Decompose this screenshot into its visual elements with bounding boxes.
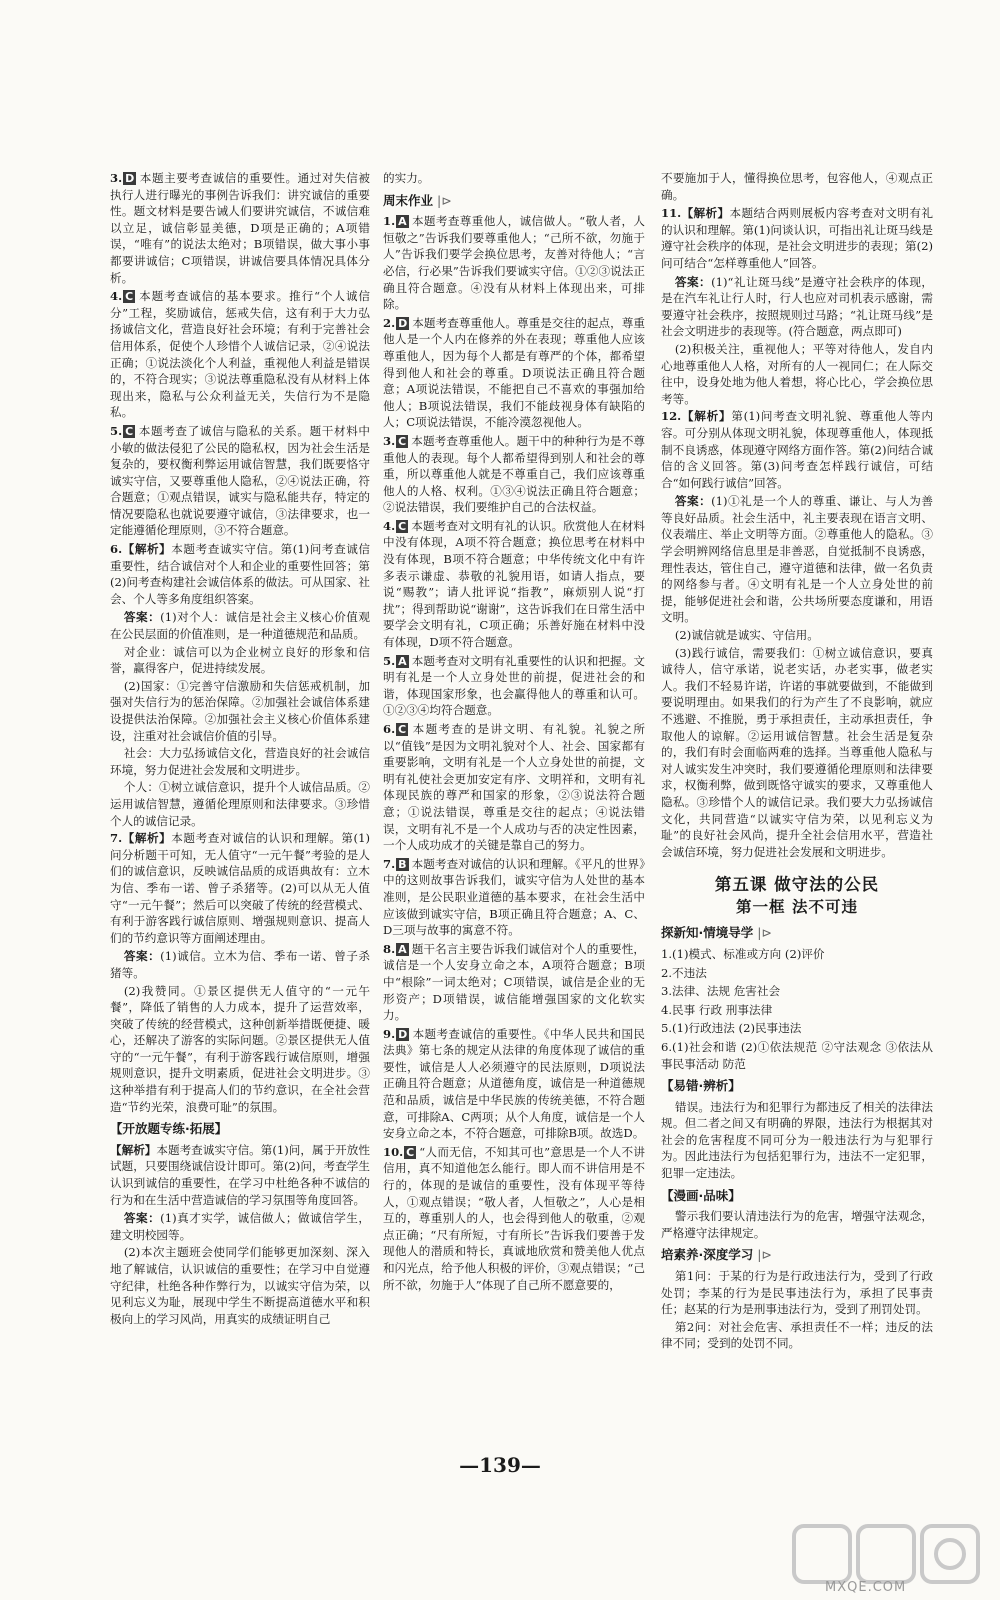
comic-text: 警示我们要认清违法行为的危害，增强守法观念，严格遵守法律规定。 — [661, 1209, 933, 1240]
answer-item-5: 5. A 本题考查对文明有礼重要性的认识和把握。文明有礼是一个人立身处世的前提，促进社会的和谐，体现国家形象，也会赢得他人的尊重和认可。①②③④均符合题意。 — [383, 653, 645, 718]
arrow-icon: |⊳ — [433, 192, 452, 208]
section-heading-deep: 培素养·深度学习 |⊳ — [661, 1247, 772, 1263]
explore-line: 2.不违法 — [661, 965, 707, 980]
lesson-subtitle: 第一框 法不可违 — [736, 897, 858, 917]
explore-line: 1.(1)模式、标准或方向 (2)评价 — [661, 946, 825, 961]
answer-choice-badge: B — [398, 857, 407, 871]
answer-line: 答案：(1)“礼让斑马线”是遵守社会秩序的体现，是在汽车礼让行人时，行人也应对司机表示感谢，需要遵守社会秩序，按照规则过马路；“礼让斑马线”是社会文明进步的表现等。(符合题意，两点即可) — [661, 274, 933, 339]
answer-choice-badge: C — [398, 723, 407, 736]
answer-line: (2)本次主题班会使同学们能够更加深刻、深入地了解诚信，认识诚信的重要性；在学习中自觉遵守纪律，杜绝各种作弊行为，以诚实守信为荣，以见利忘义为耻，展现中学生不断提高道德水平和积极向上的学习风尚，用真实的成绩证明自己 — [110, 1245, 370, 1326]
section-heading-weekly: 周末作业 |⊳ — [383, 192, 452, 208]
answer-item-open: 【解析】本题考查诚实守信。第(1)问，属于开放性试题，只要围绕诚信设计即可。第(2)问，考查学生认识到诚信的重要性，在学习中杜绝各种不诚信的行为和在生活中营造诚信的学习氛围等角度回答。 — [110, 1142, 370, 1207]
answer-choice-badge: D — [125, 172, 135, 185]
error-text: 错误。违法行为和犯罪行为都违反了相关的法律法规。但二者之间又有明确的界限，违法行为根据其对社会的危害程度不同可分为一般违法行为与犯罪行为。因此违法行为包括犯罪行为，违法不一定犯罪，犯罪一定违法。 — [661, 1099, 933, 1181]
answer-choice-badge: C — [398, 519, 407, 533]
explore-line: 5.(1)行政违法 (2)民事违法 — [661, 1021, 802, 1036]
answer-item-1: 1. A 本题考查尊重他人，诚信做人。“敬人者，人恒敬之”告诉我们要尊重他人；“己所不欲，勿施于人”告诉我们要学会换位思考，友善对待他人；“言必信，行必果”告诉我们要诚实守信。①②③说法正确且符合题意。④没有从材料上体现出来，可排除。 — [383, 214, 645, 312]
answer-item-3: 3. C 本题考查尊重他人。题干中的种种行为是不尊重他人的表现。每个人都希望得到别人和社会的尊重，所以尊重他人就是不尊重自己，我们应该尊重他人的人格、权利。①③④说法正确且符合题意；②说法错误，我们要维护自己的合法权益。 — [383, 433, 645, 515]
answer-choice-badge: A — [398, 942, 407, 956]
section-heading-comic: 【漫画·品味】 — [661, 1187, 741, 1203]
arrow-icon: |⊳ — [753, 1247, 772, 1263]
section-heading-error: 【易错·辨析】 — [661, 1078, 741, 1094]
section-heading-open-practice: 【开放题专练·拓展】 — [110, 1121, 228, 1137]
answer-choice-badge: C — [398, 434, 407, 448]
answer-choice-badge: C — [125, 290, 134, 304]
answer-item-6: 6.【解析】本题考查诚实守信。第(1)问考查诚信重要性，结合诚信对个人和企业的重要性回答；第(2)问考查构建社会诚信体系的做法。可从国家、社会、个人等多角度组织答案。 — [110, 542, 370, 606]
answer-line: (2)国家：①完善守信激励和失信惩戒机制，加强对失信行为的惩治保障。②加强社会诚信体系建设提供法治保障。②加强社会主义核心价值体系建设，注重对社会诚信价值的引导。 — [110, 678, 370, 743]
explore-line: 4.民事 行政 刑事法律 — [661, 1002, 773, 1017]
continued-text: 不要施加于人，懂得换位思考，包容他人，④观点正确。 — [661, 171, 933, 202]
answer-line: 答案：(1)对个人：诚信是社会主义核心价值观在公民层面的价值准则，是一种道德规范和品质。 — [110, 610, 370, 642]
column-left — [110, 170, 370, 1328]
answer-item-4: 4. C 本题考查诚信的基本要求。推行“个人诚信分”工程，奖励诚信，惩戒失信，这有利于大力弘扬诚信文化，营造良好社会环境；有利于完善社会信用体系，促使个人珍惜个人诚信记录，②④说法正确；①说法淡化个人利益，重视他人利益是错误的，不符合现实；③说法尊重隐私没有从材料上体现出来，隐私与公众利益无关，失信行为不是隐私。 — [110, 289, 370, 420]
explore-line: 3.法律、法规 危害社会 — [661, 984, 781, 999]
answer-line: 个人：①树立诚信意识，提升个人诚信品质。②运用诚信智慧，遵循伦理原则和法律要求。③珍惜个人的诚信记录。 — [110, 780, 370, 828]
column-right — [661, 170, 933, 1353]
answer-item-8: 8. A 题干名言主要告诉我们诚信对个人的重要性，诚信是一个人安身立命之本，A项符合题意；B项中“根除”一词太绝对；C项错误，诚信是企业的无形资产；D项错误，诚信能增强国家的文化软实力。 — [383, 941, 645, 1023]
page-number: —139— — [459, 1453, 541, 1477]
answer-choice-badge: C — [125, 424, 134, 438]
answer-line: 答案：(1)①礼是一个人的尊重、谦让、与人为善等良好品质。社会生活中，礼主要表现在语言文明、仪表端庄、举止文明等方面。②尊重他人的隐私。③学会明辨网络信息里是非善恶，自觉抵制不良诱惑，理性表达，管住自己，遵守道德和法律，做一名负责的网络参与者。④文明有礼是一个人立身处世的前提，能够促进社会和谐，公共场所要态度谦和，用语文明。 — [661, 494, 933, 625]
answer-item-3: 3. D 本题主要考查诚信的重要性。通过对失信被执行人进行曝光的事例告诉我们：讲究诚信的重要性。题文材料是要告诫人们要讲究诚信，不诚信难以立足，诚信彰显美德，D项是正确的；A项错误，“唯有”的说法太绝对；B项错误，做大事小事都要讲诚信；C项错误，讲诚信要具体情况具体分析。 — [110, 171, 370, 285]
section-heading-explore: 探新知·情境导学 |⊳ — [661, 925, 772, 941]
answer-choice-badge: D — [398, 316, 408, 330]
answer-item-9: 9. D 本题考查诚信的重要性。《中华人民共和国民法典》第七条的规定从法律的角度体现了诚信的重要性，诚信是人人必须遵守的民法原则，D项说法正确且符合题意；从道德角度，诚信是一种道德规范和品质，诚信是中华民族的传统美德，不符合题意，可排除A、C两项；从个人角度，诚信是一个人安身立命之本，不符合题意，可排除B项。故选D。 — [383, 1026, 645, 1141]
answer-choice-badge: C — [406, 1145, 415, 1159]
answer-line: 社会：大力弘扬诚信文化，营造良好的社会诚信环境，努力促进社会发展和文明进步。 — [110, 746, 370, 777]
answer-item-2: 2. D 本题考查尊重他人。尊重是交往的起点，尊重他人是一个人内在修养的外在表现；尊重他人应该尊重他人，因为每个人都是有尊严的个体，都希望得到他人和社会的尊重。D项说法正确且符合题意；A项说法错误，不能把自己不喜欢的事强加给他人；B项说法错误，我们不能歧视身体有缺陷的人；C项说法错误，不能冷漠忽视他人。 — [383, 315, 645, 430]
arrow-icon: |⊳ — [753, 925, 772, 941]
explore-line: 6.(1)社会和谐 (2)①依法规范 ②守法观念 ③依法从事民事活动 防范 — [661, 1039, 933, 1071]
answer-item-5: 5. C 本题考查了诚信与隐私的关系。题干材料中小敏的做法侵犯了公民的隐私权，因为社会生活是复杂的，要权衡利弊运用诚信智慧，我们既要恪守诚实守信，又要尊重他人隐私，②④说法正确，符合题意；①观点错误，诚实与隐私能共存，特定的情况要隐私也就说要遵守诚信，③法律要求，也一定能遵循伦理原则，③不符合题意。 — [110, 423, 370, 538]
answer-choice-badge: A — [398, 215, 407, 229]
answer-line: (2)积极关注，重视他人；平等对待他人，发自内心地尊重他人人格，对所有的人一视同仁；在人际交往中，设身处地为他人着想，将心比心，学会换位思考等。 — [661, 341, 933, 406]
watermark-site: MXQE.COM — [825, 1580, 907, 1595]
answer-item-12: 12.【解析】第(1)问考查文明礼貌、尊重他人等内容。可分别从体现文明礼貌，体现尊重他人，体现抵制不良诱惑，体现遵守网络方面作答。第(2)问结合诚信的含义回答。第(3)问考查怎样践行诚信，可结合“如何践行诚信”回答。 — [661, 409, 933, 490]
deep-line: 第2问：对社会危害、承担责任不一样；违反的法律不同；受到的处罚不同。 — [661, 1319, 933, 1351]
answer-line: 答案：(1)真才实学，诚信做人；做诚信学生，建文明校园等。 — [110, 1211, 370, 1242]
answer-item-6: 6. C 本题考查的是讲文明、有礼貌。礼貌之所以“值钱”是因为文明礼貌对个人、社会、国家都有重要影响，文明有礼是一个人立身处世的前提，文明有礼使社会更加安定有序、文明祥和，文明有礼体现民族的尊严和国家的形象，②③说法符合题意；①说法错误，尊重是交往的起点；④说法错误，文明有礼不是一个人成功与否的决定性因素，一个人成功成才的关键是靠自己的努力。 — [383, 722, 645, 853]
answer-choice-badge: D — [398, 1027, 408, 1041]
answer-item-10: 10. C “人而无信，不知其可也”意思是一个人不讲信用，真不知道他怎么能行。即人而不讲信用是不行的，体现的是诚信的重要性，没有体现平等待人，①观点错误；“敬人者，人恒敬之”，人心是相互的，尊重别人的人，也会得到他人的敬重，②观点正确；“尺有所短，寸有所长”告诉我们要善于发现他人的潜质和特长，真诚地欣赏和赞美他人优点和闪光点，给予他人积极的评价，③观点错误；“己所不欲，勿施于人”体现了自己所不愿意要的， — [383, 1144, 645, 1292]
deep-line: 第1问：于某的行为是行政违法行为，受到了行政处罚；李某的行为是民事违法行为，承担了民事责任；赵某的行为是刑事违法行为，受到了刑罚处罚。 — [661, 1269, 933, 1317]
answer-item-11: 11.【解析】本题结合两则展板内容考查对文明有礼的认识和理解。第(1)问谈认识，可指出礼让斑马线是遵守社会秩序的体现，是社会文明进步的表现；第(2)问可结合“怎样尊重他人”回答。 — [661, 206, 933, 270]
answer-line: (2)我赞同。①景区提供无人值守的“一元午餐”，降低了销售的人力成本，提升了运营效率，突破了传统的经营模式，这种创新举措既便捷、暖心，还解决了游客的实际问题。②景区提供无人值守的“一元午餐”，有利于游客践行诚信原则，增强规则意识，提升文明素质，促进社会文明进步。③这种举措有利于提高人们的节约意识，在全社会营造“节约光荣，浪费可耻”的氛围。 — [110, 983, 370, 1114]
answer-choice-badge: A — [398, 654, 407, 668]
answer-line: 对企业：诚信可以为企业树立良好的形象和信誉，赢得客户，促进持续发展。 — [110, 644, 370, 676]
answer-item-4: 4. C 本题考查对文明有礼的认识。欣赏他人在材料中没有体现，A项不符合题意；换位思考在材料中没有体现，B项不符合题意；中华传统文化中有许多表示谦虚、恭敬的礼貌用语，如请人指点，要说“赐教”；请人批评说“指教”，麻烦别人说“打扰”；得到帮助说“谢谢”，这告诉我们在日常生活中要学会文明有礼，C项正确；乐善好施在材料中没有体现，D项不符合题意。 — [383, 518, 645, 650]
continued-text: 的实力。 — [383, 171, 430, 185]
answer-line: (2)诚信就是诚实、守信用。 — [674, 628, 819, 643]
answer-item-7: 7.【解析】本题考查对诚信的认识和理解。第(1)问分析题干可知，无人值守“一元午餐”考验的是人们的诚信意识，反映诚信品质的成语典故有：立木为信、季布一诺、曾子杀猪等。(2)可以从无人值守“一元午餐”；然后可以突破了传统的经营模式、有利于游客践行诚信原则、增强规则意识、提高人们的节约意识等方面阐述理由。 — [110, 831, 370, 945]
answer-item-7: 7. B 本题考查对诚信的认识和理解。《平凡的世界》中的这则故事告诉我们，诚实守信为人处世的基本准则，是公民职业道德的基本要求，在社会生活中应该做到诚实守信，B项正确且符合题意；A、C、D三项与故事的寓意不符。 — [383, 856, 645, 938]
lesson-title: 第五课 做守法的公民 — [714, 875, 880, 895]
answer-line: 答案：(1)诚信。立木为信、季布一诺、曾子杀猪等。 — [110, 949, 370, 980]
lesson-heading — [661, 874, 933, 917]
answer-line: (3)践行诚信，需要我们：①树立诚信意识，要真诚待人，信守承诺，说老实话，办老实事，做老实人。我们不轻易许诺，许诺的事就要做到，不能做到要说明理由。如果我们的行为产生了不良影响，就应不逃避、不推脱，勇于承担责任，主动承担责任，争取他人的谅解。②运用诚信智慧。社会生活是复杂的，我们有时会面临两难的选择。当尊重他人隐私与对人诚实发生冲突时，我们要遵循伦理原则和法律要求，权衡利弊，做到既恪守诚实的要求，又尊重他人隐私。③珍惜个人的诚信记录。我们要大力弘扬诚信文化，共同营造“以诚实守信为荣，以见利忘义为耻”的良好社会风尚，提升全社会信用水平，营造社会诚信环境，努力促进社会发展和文明进步。 — [661, 645, 933, 859]
column-middle — [383, 170, 645, 1295]
